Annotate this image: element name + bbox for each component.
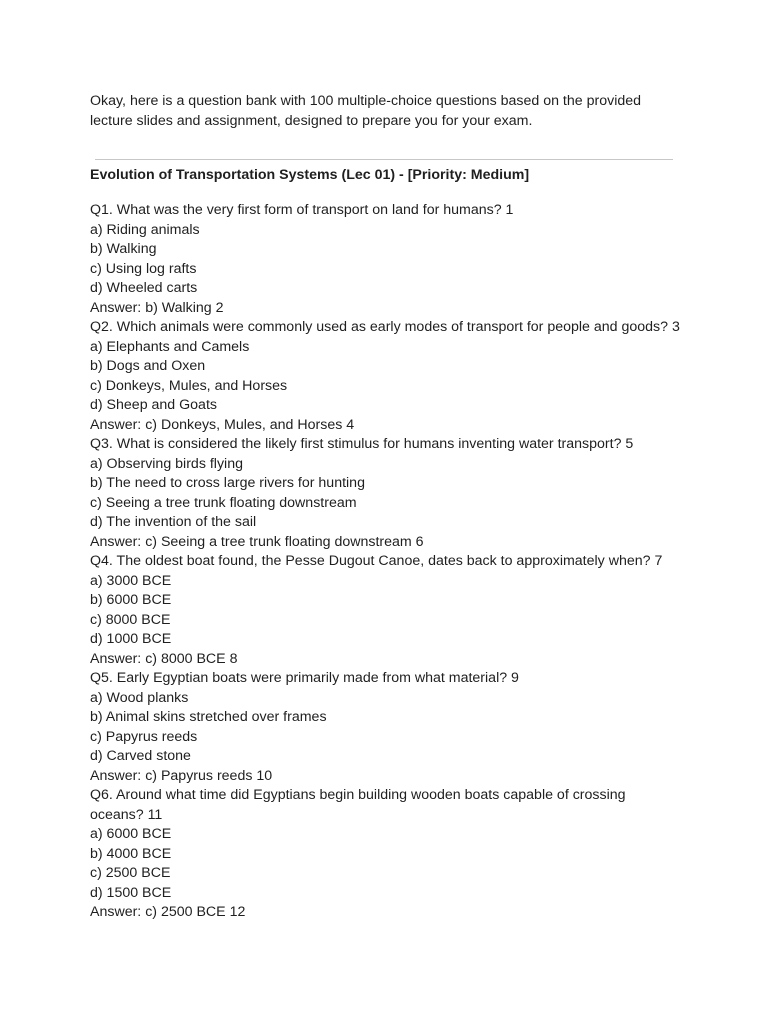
question-text: Q4. The oldest boat found, the Pesse Dugout Canoe, dates back to approximately when? 7: [90, 553, 663, 569]
answer-text: Answer: c) Seeing a tree trunk floating downstream 6: [90, 533, 424, 550]
option-a: a) Riding animals: [90, 221, 200, 238]
option-a: a) 6000 BCE: [90, 826, 172, 842]
question-list: [90, 201, 690, 923]
answer-text: Answer: c) 2500 BCE 12: [90, 904, 246, 920]
section-divider: [95, 159, 673, 160]
question-text: Q2. Which animals were commonly used as early modes of transport for people and goods? 3: [90, 319, 680, 335]
option-c: c) 2500 BCE: [90, 865, 171, 881]
option-c: c) Papyrus reeds: [90, 728, 198, 745]
option-a: a) Observing birds flying: [90, 455, 243, 472]
section-title: Evolution of Transportation Systems (Lec 01) - [Priority: Medium]: [90, 167, 530, 183]
option-b: b) Animal skins stretched over frames: [90, 709, 327, 725]
option-c: c) 8000 BCE: [90, 611, 171, 628]
option-c: c) Seeing a tree trunk floating downstream: [90, 494, 357, 511]
option-d: d) The invention of the sail: [90, 514, 257, 530]
option-b: b) Walking: [90, 241, 157, 257]
option-a: a) Elephants and Camels: [90, 338, 250, 355]
question-text: Q3. What is considered the likely first stimulus for humans inventing water transport? 5: [90, 436, 634, 452]
document-page: [90, 92, 680, 131]
option-d: d) 1000 BCE: [90, 631, 172, 647]
option-c: c) Donkeys, Mules, and Horses: [90, 377, 288, 394]
answer-text: Answer: c) 8000 BCE 8: [90, 650, 238, 667]
option-d: d) Carved stone: [90, 748, 191, 764]
option-d: d) 1500 BCE: [90, 884, 172, 901]
question-text: Q1. What was the very first form of transport on land for humans? 1: [90, 202, 514, 218]
answer-text: Answer: c) Papyrus reeds 10: [90, 767, 273, 784]
question-text: Q5. Early Egyptian boats were primarily made from what material? 9: [90, 670, 519, 686]
intro-paragraph: Okay, here is a question bank with 100 multiple-choice questions based on the provided lecture slides and assignment, designed to prepare you for your exam.: [90, 93, 642, 129]
option-b: b) The need to cross large rivers for hunting: [90, 475, 365, 491]
option-b: b) 4000 BCE: [90, 845, 172, 862]
option-d: d) Sheep and Goats: [90, 397, 217, 413]
option-a: a) 3000 BCE: [90, 572, 172, 589]
answer-text: Answer: c) Donkeys, Mules, and Horses 4: [90, 416, 355, 433]
option-b: b) 6000 BCE: [90, 592, 172, 608]
option-a: a) Wood planks: [90, 689, 189, 706]
option-b: b) Dogs and Oxen: [90, 358, 206, 374]
question-text: Q6. Around what time did Egyptians begin building wooden boats capable of crossing: [90, 787, 626, 803]
option-d: d) Wheeled carts: [90, 280, 198, 296]
answer-text: Answer: b) Walking 2: [90, 299, 224, 316]
option-c: c) Using log rafts: [90, 260, 197, 277]
question-text-continued: oceans? 11: [90, 806, 163, 823]
